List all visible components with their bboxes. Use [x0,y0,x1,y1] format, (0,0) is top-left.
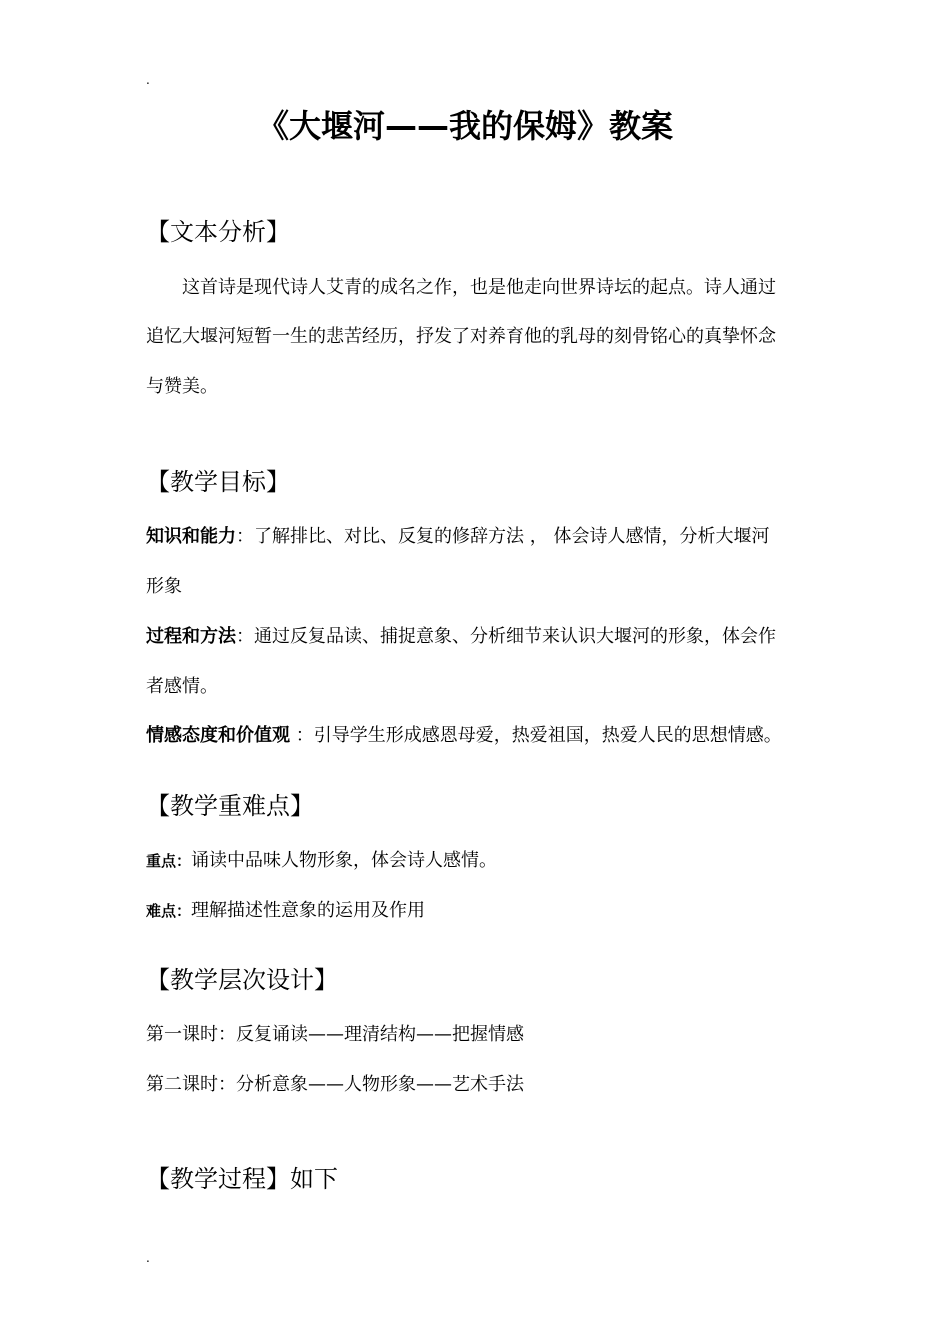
goal-knowledge-line-1 [146,524,769,550]
goal-knowledge-text: ：了解排比、对比、反复的修辞方法 ， 体会诗人感情，分析大堰河 [236,526,770,547]
page-bottom-mark: . [146,1251,150,1265]
section-heading-key-points: 【教学重难点】 [146,792,314,820]
section-heading-design: 【教学层次设计】 [146,966,338,994]
analysis-line-2: 追忆大堰河短暂一生的悲苦经历，抒发了对养育他的乳母的刻骨铭心的真挚怀念 [146,326,776,347]
goal-emotion-label: 情感态度和价值观 [146,725,290,746]
section-heading-text-analysis: 【文本分析】 [146,218,290,246]
key-difficulty-text: 理解描述性意象的运用及作用 [191,900,426,921]
design-lesson-2: 第二课时：分析意象——人物形象——艺术手法 [146,1074,524,1095]
analysis-line-1: 这首诗是现代诗人艾青的成名之作，也是他走向世界诗坛的起点。诗人通过 [182,277,776,298]
design-lesson-1: 第一课时：反复诵读——理清结构——把握情感 [146,1024,524,1045]
document-title: 《大堰河——我的保姆》教案 [256,107,673,145]
section-heading-process: 【教学过程】如下 [146,1165,338,1193]
page-top-mark: . [146,73,150,87]
goal-emotion-line [146,723,782,749]
analysis-line-3: 与赞美。 [146,376,218,397]
goal-process-text: ：通过反复品读、捕捉意象、分析细节来认识大堰河的形象，体会作 [236,626,776,647]
goal-process-label: 过程和方法 [146,626,236,647]
goal-process-line-2: 者感情。 [146,676,218,697]
key-focus-text: 诵读中品味人物形象，体会诗人感情。 [191,850,498,871]
goal-knowledge-line-2: 形象 [146,576,182,597]
key-focus-line [146,848,497,874]
goal-knowledge-label: 知识和能力 [146,526,236,547]
key-difficulty-line [146,898,425,924]
goal-emotion-text: ：引导学生形成感恩母爱，热爱祖国，热爱人民的思想情感。 [290,725,782,746]
key-focus-label: 重点： [146,852,192,870]
key-difficulty-label: 难点： [146,902,192,920]
goal-process-line-1 [146,624,776,650]
section-heading-teaching-goals: 【教学目标】 [146,468,290,496]
